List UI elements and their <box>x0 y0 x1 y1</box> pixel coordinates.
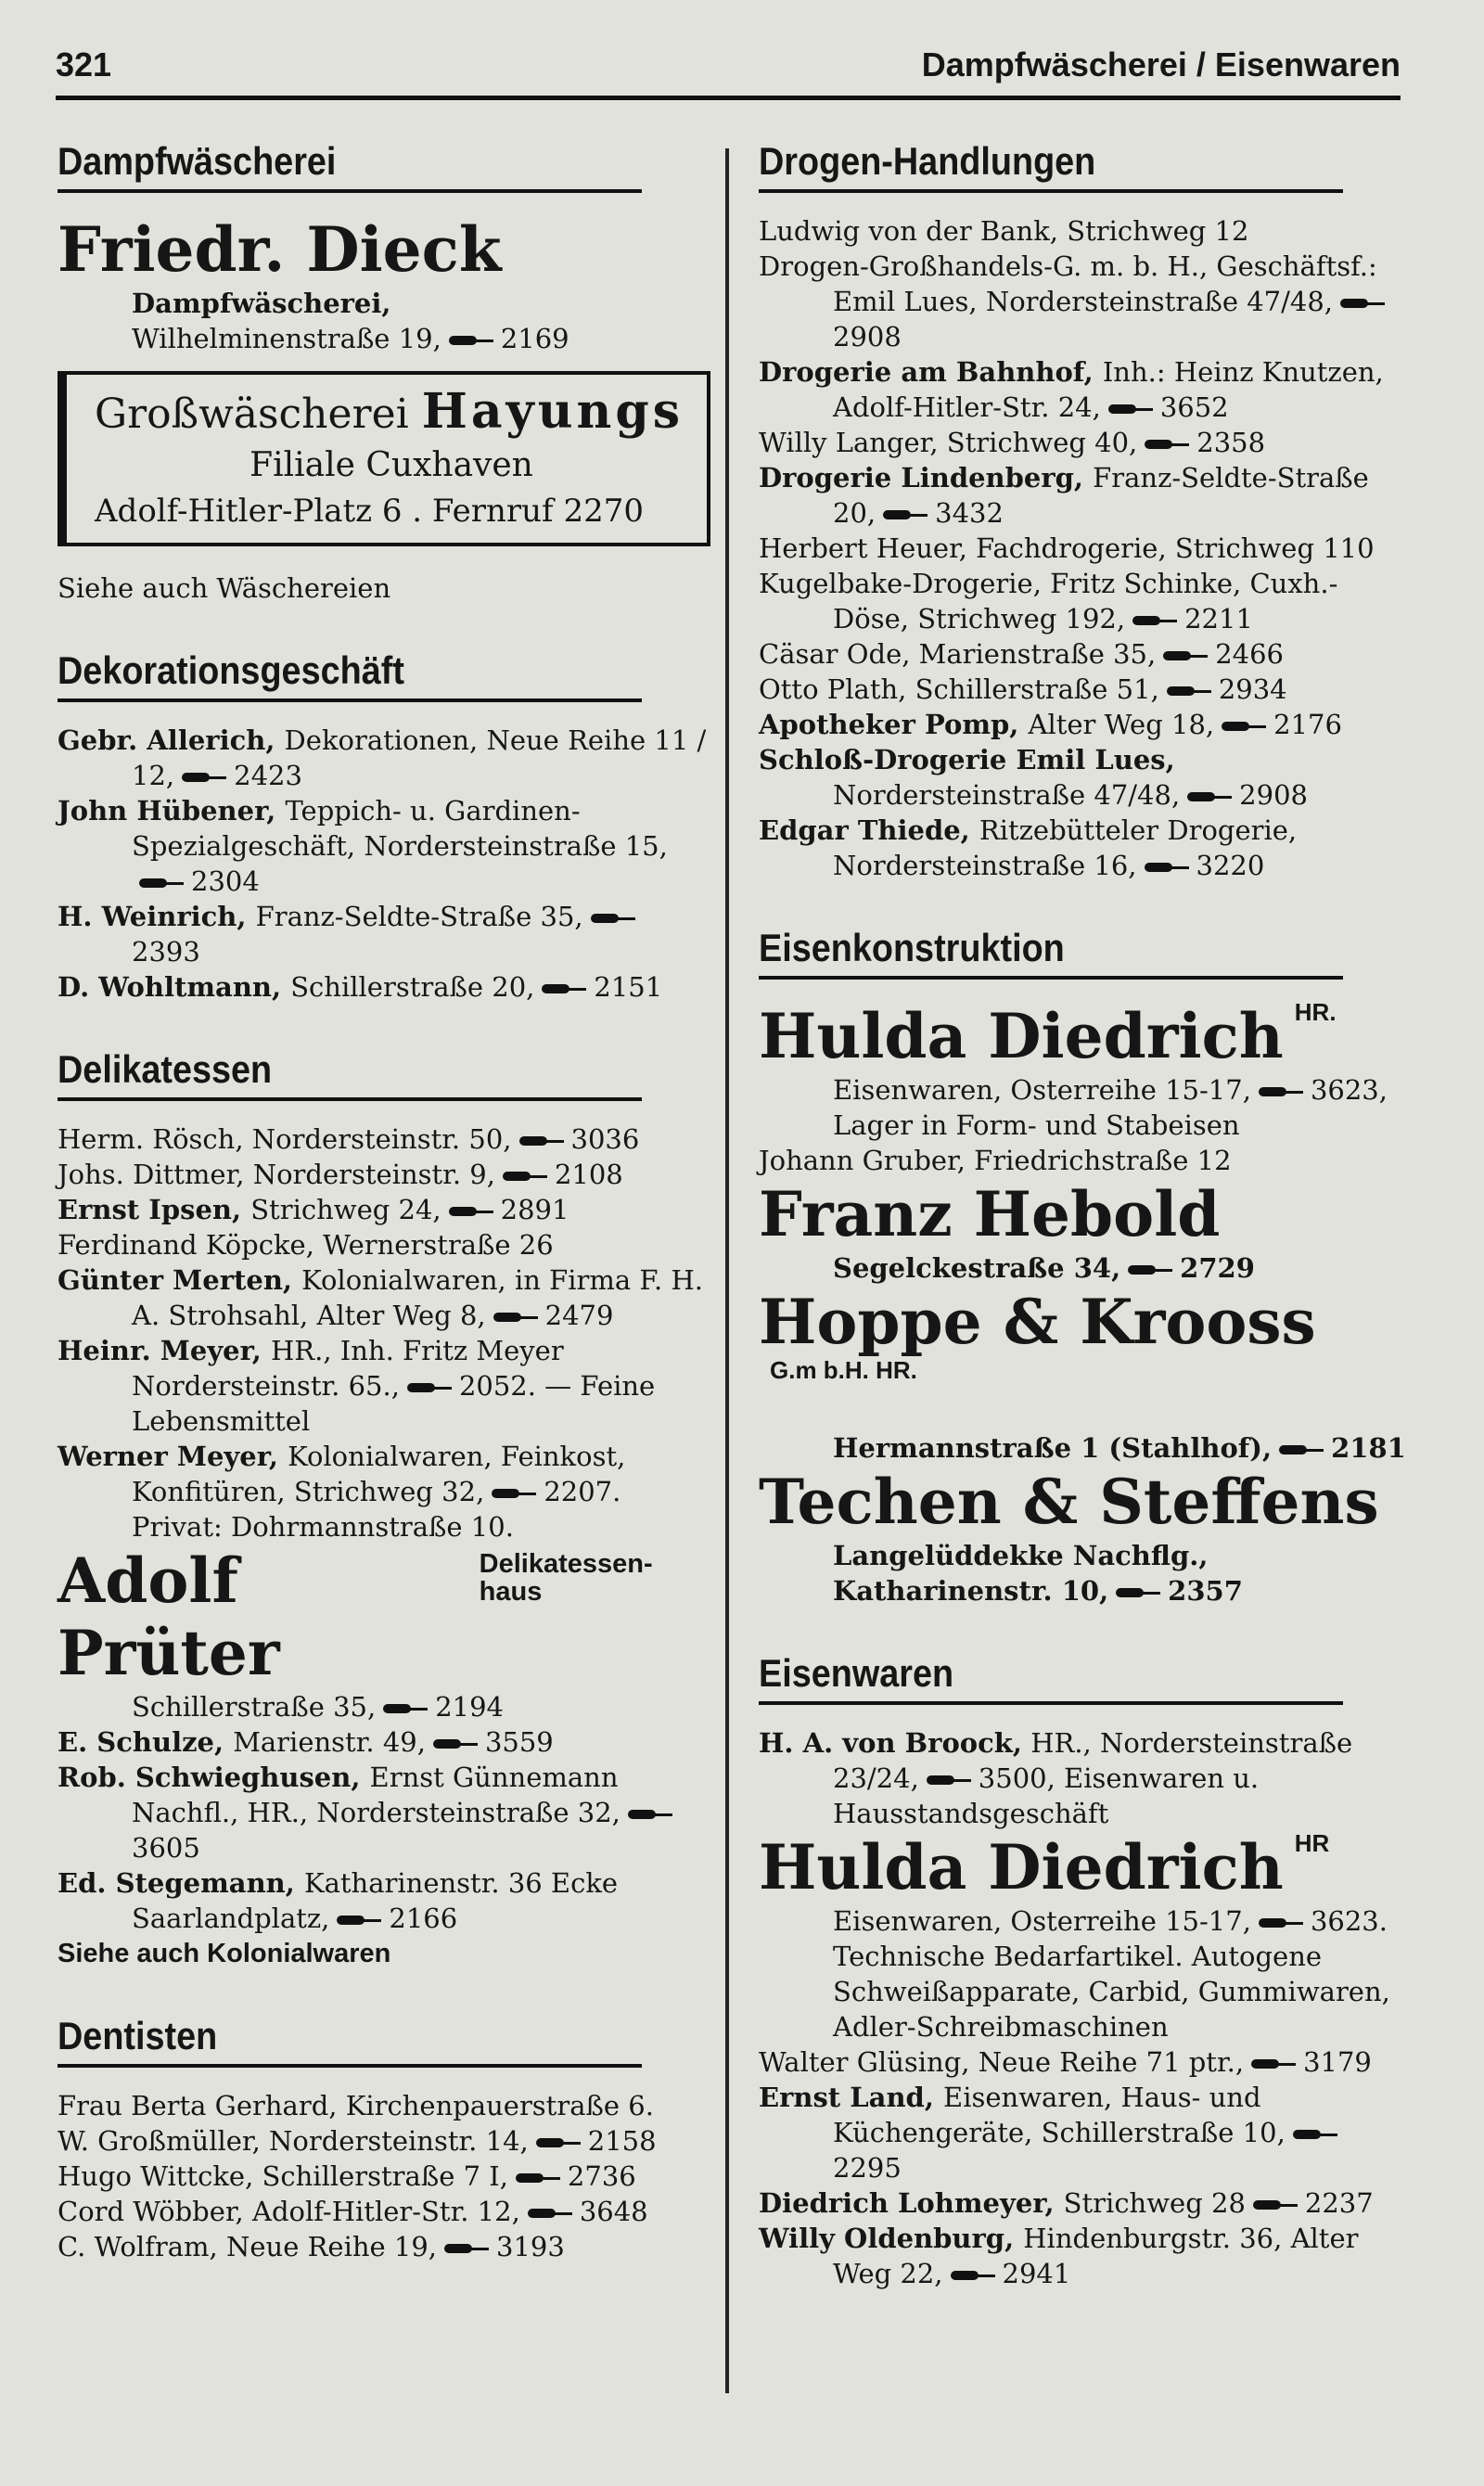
phone-number: 2423 <box>234 760 302 791</box>
list-item <box>759 672 1408 707</box>
entry-text: Strichweg 24, <box>250 1194 441 1225</box>
phone-number: 2393 <box>132 936 200 967</box>
list-item <box>759 2080 1408 2185</box>
telephone-icon <box>383 1702 428 1715</box>
entry-text: Schillerstraße 20, <box>290 971 535 1003</box>
telephone-icon <box>519 1134 564 1147</box>
entry-name: Ernst Land, <box>759 2082 944 2113</box>
column-divider <box>725 148 729 2393</box>
phone-number: 2169 <box>500 323 569 354</box>
telephone-icon <box>591 912 635 925</box>
telephone-icon <box>337 1914 381 1927</box>
section-dekoration <box>58 648 707 1005</box>
section-heading: Eisenkonstruktion <box>759 926 1343 980</box>
list-item <box>58 1192 707 1227</box>
entry-name: Günter Merten, <box>58 1264 302 1296</box>
section-dampfwaescherei <box>58 139 707 606</box>
list-item <box>58 2159 707 2194</box>
hayungs-advertisement <box>58 371 710 546</box>
list-item <box>58 2123 707 2159</box>
phone-number: 2479 <box>544 1300 614 1331</box>
entry-text: Nordersteinstraße 47/48, <box>833 779 1181 811</box>
telephone-icon <box>1253 2198 1298 2211</box>
firm-title: Hoppe & Krooss <box>759 1286 1316 1358</box>
entry-text: Ferdinand Köpcke, Wernerstraße 26 <box>58 1229 554 1261</box>
phone-number: 2304 <box>191 865 260 897</box>
ad-address: Adolf-Hitler-Platz 6 . Fernruf 2270 <box>95 493 644 530</box>
list-item <box>58 2194 707 2229</box>
section-heading: Drogen-Handlungen <box>759 139 1343 193</box>
firm-category: Delikatessen-haus <box>479 1549 653 1607</box>
phone-number: 3605 <box>132 1832 200 1864</box>
firm-suffix: HR. <box>1294 998 1337 1026</box>
phone-number: 3623, <box>1310 1074 1388 1106</box>
section-heading: Delikatessen <box>58 1047 642 1101</box>
list-item <box>58 1439 707 1544</box>
list-item <box>759 742 1408 813</box>
list-item <box>58 1333 707 1439</box>
entry-list <box>58 723 707 1005</box>
entry-text: Kolonialwaren, Feinkost, Konfitüren, Strichweg 32, <box>132 1441 626 1507</box>
list-item <box>58 1227 707 1262</box>
firm-address: Wilhelminenstraße 19, <box>132 323 441 354</box>
firm-address: Hermannstraße 1 (Stahlhof), <box>833 1432 1273 1464</box>
telephone-icon <box>1187 790 1232 803</box>
phone-number: 2211 <box>1184 603 1253 634</box>
firm-title: Hulda Diedrich <box>759 1000 1284 1072</box>
section-eisenkonstruktion <box>759 926 1408 1608</box>
entry-list <box>58 1724 707 1936</box>
phone-number: 2941 <box>1002 2258 1071 2289</box>
entry-name: Gebr. Allerich, <box>58 724 285 756</box>
list-item <box>58 1760 707 1865</box>
entry-text: Willy Langer, Strichweg 40, <box>759 427 1138 458</box>
firm-name: Franz Hebold <box>759 1178 1221 1250</box>
entry-name: John Hübener, <box>58 795 286 827</box>
phone-number: 2908 <box>833 321 902 352</box>
section-heading: Dentisten <box>58 2014 642 2068</box>
firm-details: Technische Bedarfartikel. Autogene Schweißapparate, Carbid, Gummiwaren, Adler-Schreibmaschinen <box>833 1941 1390 2043</box>
entry-name: H. Weinrich, <box>58 901 256 932</box>
entry-name: Werner Meyer, <box>58 1441 288 1472</box>
telephone-icon <box>536 2136 581 2149</box>
phone-number: 3036 <box>570 1123 640 1155</box>
telephone-icon <box>1132 614 1177 627</box>
see-also-note: Siehe auch Kolonialwaren <box>58 1939 391 1968</box>
list-item <box>759 531 1408 566</box>
phone-number: 3559 <box>484 1726 554 1758</box>
firm-name <box>759 1831 1408 1903</box>
phone-number: 2934 <box>1218 673 1287 705</box>
telephone-icon <box>1167 685 1211 698</box>
section-drogen <box>759 139 1408 883</box>
telephone-icon <box>407 1381 452 1394</box>
section-dentisten <box>58 2014 707 2264</box>
section-heading: Eisenwaren <box>759 1651 1343 1705</box>
list-item <box>759 2185 1408 2221</box>
entry-text: Teppich- u. Gardinen-Spezialgeschäft, Nordersteinstraße 15, <box>132 795 668 862</box>
section-heading: Dekorationsgeschäft <box>58 648 642 702</box>
entry-text: Herbert Heuer, Fachdrogerie, Strichweg 110 <box>759 532 1375 564</box>
entry-text: Franz-Seldte-Straße 35, <box>255 901 583 932</box>
entry-text: Hindenburgstr. 36, Alter Weg 22, <box>833 2223 1359 2289</box>
plain-entry: Johann Gruber, Friedrichstraße 12 <box>759 1145 1232 1176</box>
phone-number: 3652 <box>1159 391 1229 423</box>
firm-address: Segelckestraße 34, <box>833 1252 1121 1284</box>
section-eisenwaren <box>759 1651 1408 2291</box>
telephone-icon <box>1163 649 1208 662</box>
entry-text: Kolonialwaren, in Firma F. H. A. Strohsahl, Alter Weg 8, <box>132 1264 703 1331</box>
firm-line <box>759 1250 1408 1286</box>
phone-number: 2466 <box>1215 638 1285 670</box>
list-item <box>759 566 1408 636</box>
firm-name: Adolf Prüter <box>58 1544 280 1689</box>
entry-name: Ed. Stegemann, <box>58 1867 304 1899</box>
list-item <box>58 1865 707 1936</box>
phone-number: 3179 <box>1303 2046 1372 2078</box>
telephone-icon <box>1116 1586 1160 1599</box>
telephone-icon <box>1251 2057 1296 2070</box>
entry-text: Inh.: Heinz Knutzen, Adolf-Hitler-Str. 24, <box>833 356 1384 423</box>
running-head <box>56 37 1401 93</box>
entry-list <box>759 2044 1408 2291</box>
phone-number: 2158 <box>587 2125 657 2157</box>
phone-number: 2908 <box>1239 779 1308 811</box>
telephone-icon <box>628 1808 672 1821</box>
phone-number: 2358 <box>1196 427 1266 458</box>
telephone-icon <box>139 877 184 890</box>
entry-text: Johs. Dittmer, Nordersteinstr. 9, <box>58 1159 495 1190</box>
telephone-icon <box>182 771 226 784</box>
telephone-icon <box>449 334 493 347</box>
entry-text: Drogen-Großhandels-G. m. b. H., Geschäftsf.: Emil Lues, Nordersteinstraße 47/48, <box>759 250 1377 317</box>
firm-line: Dampfwäscherei, <box>132 288 391 319</box>
telephone-icon <box>1145 438 1189 451</box>
telephone-icon <box>1340 297 1385 310</box>
entry-after: — Feine Lebensmittel <box>132 1370 656 1437</box>
telephone-icon <box>516 2172 560 2185</box>
phone-number: 2357 <box>1168 1575 1243 1607</box>
phone-number: 3648 <box>579 2196 648 2227</box>
firm-line <box>759 1430 1408 1466</box>
phone-number: 3220 <box>1196 850 1265 881</box>
list-item <box>759 354 1408 425</box>
entry-after: Eisenwaren u. Hausstandsgeschäft <box>833 1762 1260 1829</box>
entry-name: Willy Oldenburg, <box>759 2223 1024 2254</box>
telephone-icon <box>1279 1443 1324 1456</box>
ad-brand: Hayungs <box>421 383 684 440</box>
entry-text: Otto Plath, Schillerstraße 51, <box>759 673 1159 705</box>
list-item <box>58 1262 707 1333</box>
firm-line <box>759 1072 1408 1108</box>
entry-name: Rob. Schwieghusen, <box>58 1762 370 1793</box>
phone-number: 2729 <box>1180 1252 1255 1284</box>
list-item <box>58 793 707 899</box>
firm-suffix: G.m b.H. HR. <box>770 1356 917 1384</box>
list-item <box>759 425 1408 460</box>
page-number: 321 <box>56 45 112 83</box>
phone-number: 3500, <box>978 1762 1055 1794</box>
entry-name: D. Wohltmann, <box>58 971 291 1003</box>
phone-number: 2052. <box>458 1370 536 1402</box>
firm-line: Lager in Form- und Stabeisen <box>833 1109 1240 1141</box>
entry-text: Marienstr. 49, <box>233 1726 426 1758</box>
telephone-icon <box>528 2207 572 2220</box>
phone-number: 3623. <box>1310 1905 1388 1937</box>
entry-text: Herm. Rösch, Nordersteinstr. 50, <box>58 1123 512 1155</box>
entry-name: Apotheker Pomp, <box>759 709 1029 740</box>
entry-name: Diedrich Lohmeyer, <box>759 2187 1064 2219</box>
list-item <box>759 636 1408 672</box>
firm-line <box>759 1538 1408 1608</box>
entry-name: Drogerie am Bahnhof, <box>759 356 1103 388</box>
phone-number: 2891 <box>500 1194 569 1225</box>
ad-prefix: Großwäscherei <box>95 391 409 438</box>
entry-text: C. Wolfram, Neue Reihe 19, <box>58 2231 438 2262</box>
telephone-icon <box>444 2242 489 2255</box>
list-item <box>58 1724 707 1760</box>
list-item <box>58 2088 707 2123</box>
entry-name: Ernst Ipsen, <box>58 1194 251 1225</box>
list-item <box>759 2044 1408 2080</box>
entry-name: Edgar Thiede, <box>759 814 979 846</box>
telephone-icon <box>1145 861 1189 874</box>
telephone-icon <box>1128 1263 1172 1276</box>
entry-list <box>58 1121 707 1544</box>
telephone-icon <box>951 2269 995 2282</box>
phone-number: 2181 <box>1331 1432 1406 1464</box>
entry-text: Ernst Günnemann Nachfl., HR., Nordersteinstraße 32, <box>132 1762 620 1828</box>
entry-text: Hugo Wittcke, Schillerstraße 7 I, <box>58 2160 508 2192</box>
telephone-icon <box>542 982 586 995</box>
entry-text: Kugelbake-Drogerie, Fritz Schinke, Cuxh.-Döse, Strichweg 192, <box>759 568 1338 634</box>
firm-name <box>759 1286 1408 1430</box>
entry-text: HR., Nordersteinstraße 23/24, <box>833 1727 1353 1794</box>
entry-name: E. Schulze, <box>58 1726 234 1758</box>
entry-text: Ritzebütteler Drogerie, Nordersteinstraße 16, <box>833 814 1298 881</box>
firm-line <box>58 1689 707 1724</box>
phone-number: 2295 <box>833 2152 902 2184</box>
telephone-icon <box>433 1737 478 1750</box>
list-item <box>58 1121 707 1157</box>
phone-number: 2207. <box>544 1476 621 1507</box>
left-column <box>58 139 707 2307</box>
right-column <box>759 139 1408 2334</box>
list-item <box>58 2229 707 2264</box>
entry-text: Strichweg 28 <box>1063 2187 1246 2219</box>
telephone-icon <box>927 1774 971 1787</box>
list-item <box>58 899 707 969</box>
telephone-icon <box>1259 1085 1303 1098</box>
entry-name: Schloß-Drogerie Emil Lues, <box>759 744 1175 775</box>
entry-name: Heinr. Meyer, <box>58 1335 271 1366</box>
phone-number: 2176 <box>1273 709 1342 740</box>
entry-name: H. A. von Broock, <box>759 1727 1022 1759</box>
entry-text: W. Großmüller, Nordersteinstr. 14, <box>58 2125 529 2157</box>
phone-number: 3193 <box>496 2231 565 2262</box>
entry-list <box>58 2088 707 2264</box>
entry-text: Walter Glüsing, Neue Reihe 71 ptr., <box>759 2046 1245 2078</box>
phone-number: 3432 <box>935 497 1004 529</box>
entry-text: Franz-Seldte-Straße 20, <box>833 462 1369 529</box>
running-title: Dampfwäscherei / Eisenwaren <box>921 45 1401 83</box>
telephone-icon <box>492 1487 536 1500</box>
firm-address: Schillerstraße 35, <box>132 1691 377 1723</box>
telephone-icon <box>503 1170 547 1183</box>
firm-suffix: HR <box>1294 1829 1330 1857</box>
entry-text: Katharinenstr. 36 Ecke Saarlandplatz, <box>132 1867 619 1934</box>
entry-name: Drogerie Lindenberg, <box>759 462 1094 493</box>
list-item <box>759 460 1408 531</box>
telephone-icon <box>449 1205 493 1218</box>
firm-title: Hulda Diedrich <box>759 1831 1284 1903</box>
head-rule <box>56 96 1401 100</box>
see-also-note: Siehe auch Wäschereien <box>58 572 391 604</box>
telephone-icon <box>1108 403 1153 416</box>
pruter-entry <box>58 1544 707 1689</box>
phone-number: 2194 <box>435 1691 505 1723</box>
entry-after: Privat: Dohrmannstraße 10. <box>132 1511 514 1543</box>
list-item <box>759 813 1408 883</box>
firm-address: Eisenwaren, Osterreihe 15-17, <box>833 1905 1251 1937</box>
telephone-icon <box>1293 2128 1337 2141</box>
entry-text: Cäsar Ode, Marienstraße 35, <box>759 638 1157 670</box>
entry-text: HR., Inh. Fritz Meyer Nordersteinstr. 65., <box>132 1335 564 1402</box>
phone-number: 2736 <box>567 2160 636 2192</box>
firm-line <box>759 1903 1408 2044</box>
phone-number: 2108 <box>554 1159 623 1190</box>
phone-number: 2237 <box>1304 2187 1374 2219</box>
entry-text: Frau Berta Gerhard, Kirchenpauerstraße 6. <box>58 2090 654 2121</box>
list-item <box>58 1157 707 1192</box>
firm-address: Eisenwaren, Osterreihe 15-17, <box>833 1074 1251 1106</box>
firm-name: Techen & Steffens <box>759 1466 1379 1538</box>
entry-text: Dekorationen, Neue Reihe 11 / 12, <box>132 724 707 791</box>
section-delikatessen <box>58 1047 707 1971</box>
section-heading: Dampfwäscherei <box>58 139 642 193</box>
list-item <box>58 969 707 1005</box>
telephone-icon <box>493 1311 538 1324</box>
list-item <box>58 723 707 793</box>
firm-name <box>759 1000 1408 1072</box>
ad-branch: Filiale Cuxhaven <box>249 446 533 484</box>
list-item <box>759 1725 1408 1831</box>
entry-text: Alter Weg 18, <box>1028 709 1215 740</box>
list-item <box>759 707 1408 742</box>
ad-line <box>95 384 688 442</box>
telephone-icon <box>1222 720 1266 733</box>
phone-number: 2151 <box>594 971 663 1003</box>
firm-address: Langelüddekke Nachflg., Katharinenstr. 10, <box>833 1540 1209 1607</box>
entry-text: Cord Wöbber, Adolf-Hitler-Str. 12, <box>58 2196 520 2227</box>
firm-line <box>58 321 707 356</box>
telephone-icon <box>883 508 928 521</box>
entry-text: Eisenwaren, Haus- und Küchengeräte, Schillerstraße 10, <box>833 2082 1286 2148</box>
list-item <box>759 249 1408 354</box>
entry-text: Ludwig von der Bank, Strichweg 12 <box>759 215 1249 247</box>
list-item <box>759 2221 1408 2291</box>
entry-list <box>759 213 1408 883</box>
firm-name: Friedr. Dieck <box>58 213 502 286</box>
telephone-icon <box>1259 1916 1303 1929</box>
list-item <box>759 213 1408 249</box>
phone-number: 2166 <box>389 1903 458 1934</box>
